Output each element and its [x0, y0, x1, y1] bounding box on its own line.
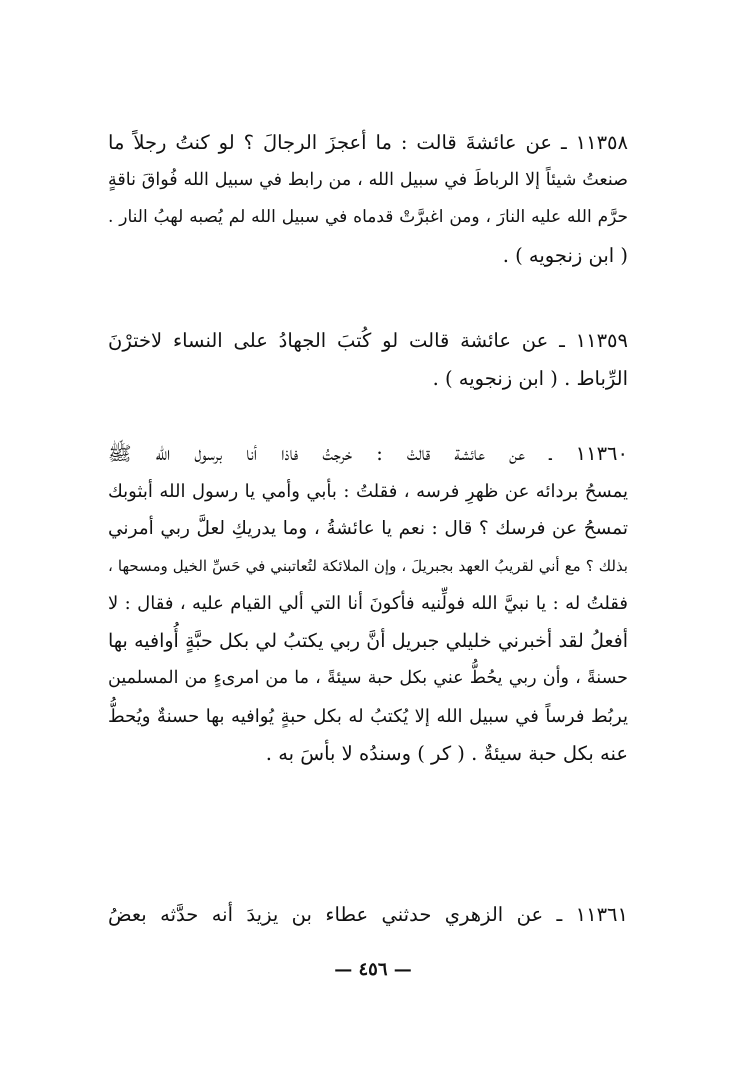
- hadith-entry-11360: [108, 435, 628, 773]
- text-line: يربُط فرساً في سبيل الله إلا يُكتبُ له بكل حبةٍ يُوافيه بها حسنةٌ ويُحطُّ: [108, 705, 628, 727]
- page-number: — ٤٥٦ —: [334, 959, 412, 980]
- hadith-entry-11361: [108, 896, 628, 934]
- text-line: الرِّباط . ( ابن زنجويه ) .: [432, 366, 628, 390]
- text-line: ١١٣٥٨ ـ عن عائشةَ قالت : ما أعجزَ الرجالَ ؟ لو كنتُ رجلاً ما: [108, 131, 628, 154]
- text-line: حرَّم الله عليه النارَ ، ومن اغبرَّتْ قدماه في سبيل الله لم يُصبه لهبُ النار .: [108, 207, 628, 227]
- text-line: عنه بكل حبة سيئةٌ . ( كر ) وسندُه لا بأسَ به .: [265, 742, 628, 765]
- text-line: ( ابن زنجويه ) .: [502, 243, 628, 267]
- text-line: فقلتُ له : يا نبيَّ الله فولِّنيه فأكونَ أنا التي ألي القيام عليه ، فقال : لا: [108, 593, 628, 614]
- hadith-entry-11359: [108, 322, 628, 397]
- text-line: بذلك ؟ مع أني لقريبُ العهد بجبريلَ ، وإن الملائكة لتُعاتبني في حَسِّ الخيل ومسحها ،: [108, 556, 628, 575]
- text-line: تمسحُ عن فرسك ؟ قال : نعم يا عائشةُ ، وما يدريكِ لعلَّ ربي أمرني: [108, 518, 628, 539]
- text-line: ١١٣٦٠ ـ عن عائشة قالتْ : خرجتُ فاذا أنا برسول الله ﷺ: [108, 442, 628, 465]
- text-line: حسنةً ، وأن ربي يحُطُّ عني بكل حبة سيئةً ، ما من امرىءٍ من المسلمين: [108, 668, 628, 688]
- text-line: ١١٣٥٩ ـ عن عائشة قالت لو كُتبَ الجهادُ على النساء لاخترْنَ: [108, 329, 628, 352]
- text-line: أفعلُ لقد أخبرني خليلي جبريل أنَّ ربي يكتبُ لي بكل حبَّةٍ أُوافيه بها: [108, 629, 628, 652]
- text-line: ١١٣٦١ ـ عن الزهري حدثني عطاء بن يزيدَ أنه حدَّثه بعضُ: [108, 903, 628, 926]
- hadith-entry-11358: [108, 124, 628, 274]
- text-line: صنعتُ شيئاً إلا الرباطَ في سبيل الله ، من رابط في سبيل الله فُواقَ ناقةٍ: [108, 169, 628, 190]
- text-line: يمسحُ بردائه عن ظهرِ فرسه ، فقلتُ : بأبي وأمي يا رسول الله أبثوبك: [108, 480, 628, 502]
